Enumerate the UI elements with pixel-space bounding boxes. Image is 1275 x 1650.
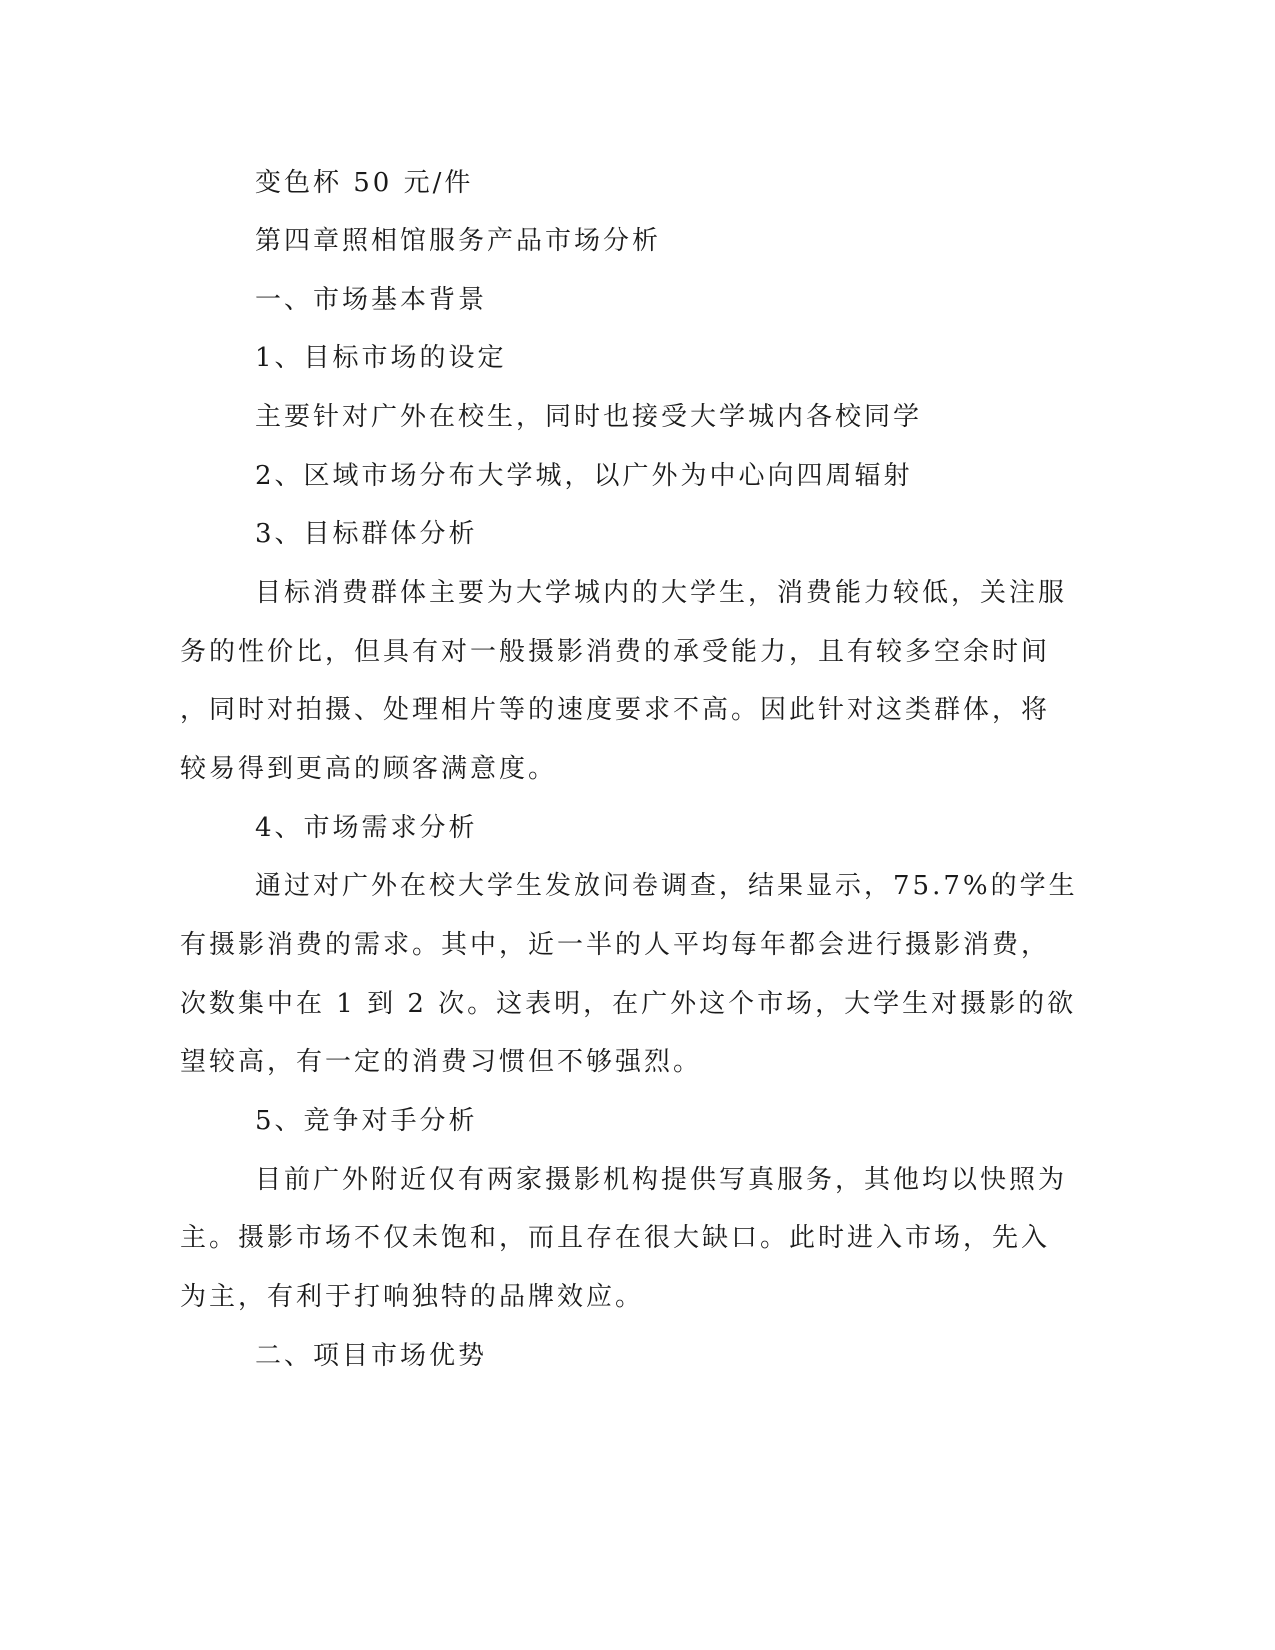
chapter-heading: 第四章照相馆服务产品市场分析: [255, 226, 662, 256]
subsection-heading: 1、目标市场的设定: [255, 343, 507, 373]
paragraph-line: 目前广外附近仅有两家摄影机构提供写真服务，其他均以快照为: [255, 1165, 1068, 1195]
paragraph-line: 为主，有利于打响独特的品牌效应。: [180, 1282, 645, 1312]
price-line: 变色杯 50 元/件: [255, 168, 474, 198]
subsection-heading: 3、目标群体分析: [255, 519, 478, 549]
paragraph-line: 主。摄影市场不仅未饱和，而且存在很大缺口。此时进入市场，先入: [180, 1223, 1051, 1253]
paragraph-line: 望较高，有一定的消费习惯但不够强烈。: [180, 1047, 703, 1077]
paragraph-line: 通过对广外在校大学生发放问卷调查，结果显示，75.7%的学生: [255, 871, 1078, 901]
subsection-heading: 4、市场需求分析: [255, 813, 478, 843]
paragraph-line: 较易得到更高的顾客满意度。: [180, 754, 558, 784]
paragraph-line: 次数集中在 1 到 2 次。这表明，在广外这个市场，大学生对摄影的欲: [180, 989, 1077, 1019]
subsection-heading: 2、区域市场分布大学城，以广外为中心向四周辐射: [255, 461, 913, 491]
paragraph-line: 务的性价比，但具有对一般摄影消费的承受能力，且有较多空余时间: [180, 637, 1051, 667]
paragraph-line: 有摄影消费的需求。其中，近一半的人平均每年都会进行摄影消费，: [180, 930, 1051, 960]
paragraph-line: 主要针对广外在校生，同时也接受大学城内各校同学: [255, 402, 923, 432]
paragraph-line: ，同时对拍摄、处理相片等的速度要求不高。因此针对这类群体，将: [180, 695, 1051, 725]
section-heading: 二、项目市场优势: [255, 1341, 488, 1371]
subsection-heading: 5、竞争对手分析: [255, 1106, 478, 1136]
section-heading: 一、市场基本背景: [255, 285, 488, 315]
paragraph-line: 目标消费群体主要为大学城内的大学生，消费能力较低，关注服: [255, 578, 1068, 608]
